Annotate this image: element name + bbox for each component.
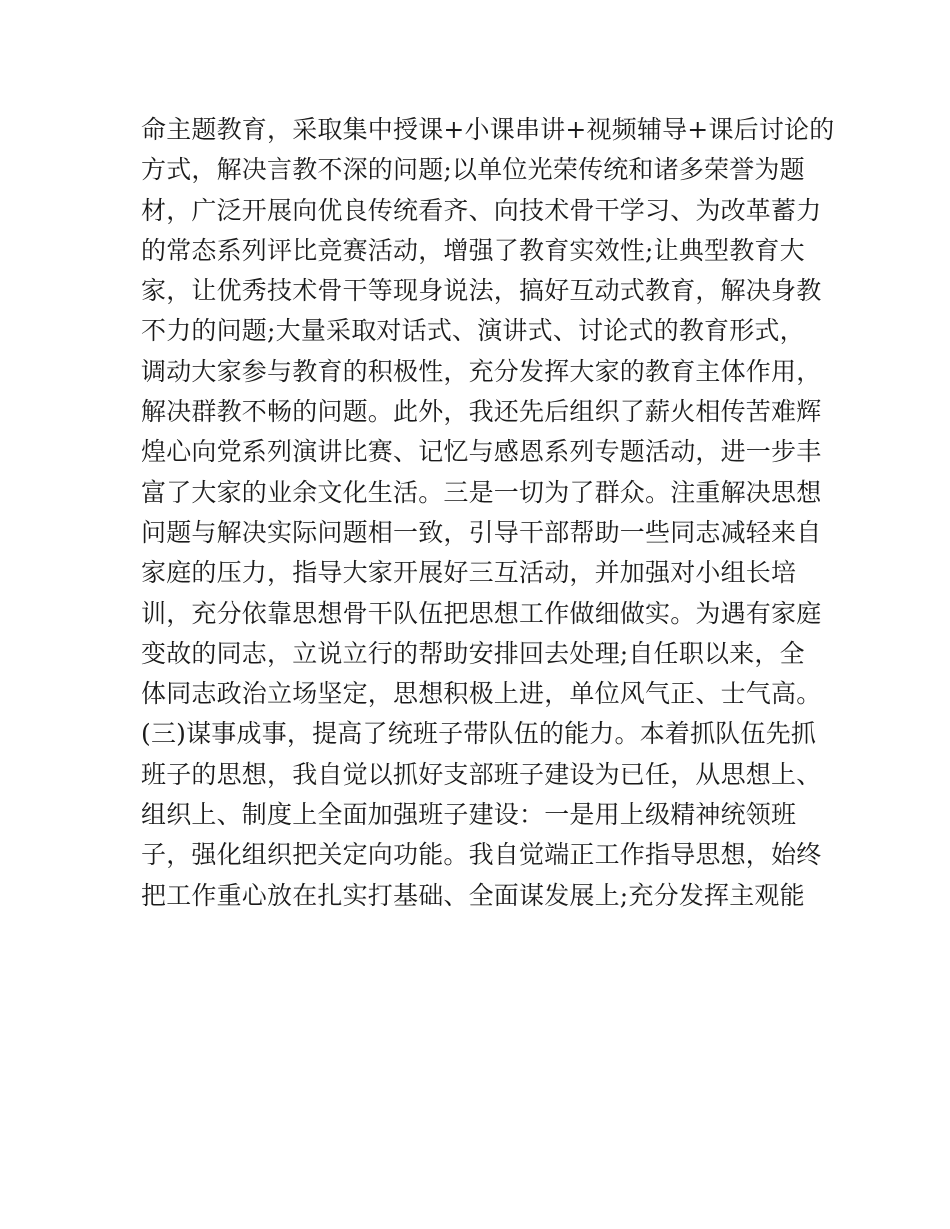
text-line: 煌心向党系列演讲比赛、记忆与感恩系列专题活动，进一步丰: [141, 437, 822, 467]
text-line: 富了大家的业余文化生活。三是一切为了群众。注重解决思想: [141, 477, 822, 507]
body-text: [141, 110, 841, 916]
text-line: 解决群教不畅的问题。此外，我还先后组织了薪火相传苦难辉: [141, 397, 822, 427]
text-line: 材，广泛开展向优良传统看齐、向技术骨干学习、为改革蓄力: [141, 195, 822, 225]
text-line: 方式，解决言教不深的问题;以单位光荣传统和诸多荣誉为题: [141, 155, 805, 185]
text-line: 不力的问题;大量采取对话式、演讲式、讨论式的教育形式，: [141, 316, 805, 346]
text-line: 组织上、制度上全面加强班子建设：一是用上级精神统领班: [141, 800, 797, 830]
text-line: 体同志政治立场坚定，思想积极上进，单位风气正、士气高。: [141, 679, 822, 709]
text-line: 把工作重心放在扎实打基础、全面谋发展上;充分发挥主观能: [141, 880, 805, 910]
text-line: 变故的同志，立说立行的帮助安排回去处理;自任职以来，全: [141, 638, 805, 668]
text-line: 命主题教育，采取集中授课+小课串讲+视频辅导+课后讨论的: [141, 115, 835, 144]
text-line: 家庭的压力，指导大家开展好三互活动，并加强对小组长培: [141, 558, 797, 588]
text-line: 训，充分依靠思想骨干队伍把思想工作做细做实。为遇有家庭: [141, 598, 822, 628]
text-line: 调动大家参与教育的积极性，充分发挥大家的教育主体作用，: [141, 356, 822, 386]
text-line: 子，强化组织把关定向功能。我自觉端正工作指导思想，始终: [141, 840, 822, 870]
text-line: 家，让优秀技术骨干等现身说法，搞好互动式教育，解决身教: [141, 276, 822, 306]
text-line: 问题与解决实际问题相一致，引导干部帮助一些同志减轻来自: [141, 517, 822, 547]
text-line: (三)谋事成事，提高了统班子带队伍的能力。本着抓队伍先抓: [141, 719, 817, 749]
text-line: 班子的思想，我自觉以抓好支部班子建设为已任，从思想上、: [141, 759, 822, 789]
text-line: 的常态系列评比竞赛活动，增强了教育实效性;让典型教育大: [141, 235, 805, 265]
